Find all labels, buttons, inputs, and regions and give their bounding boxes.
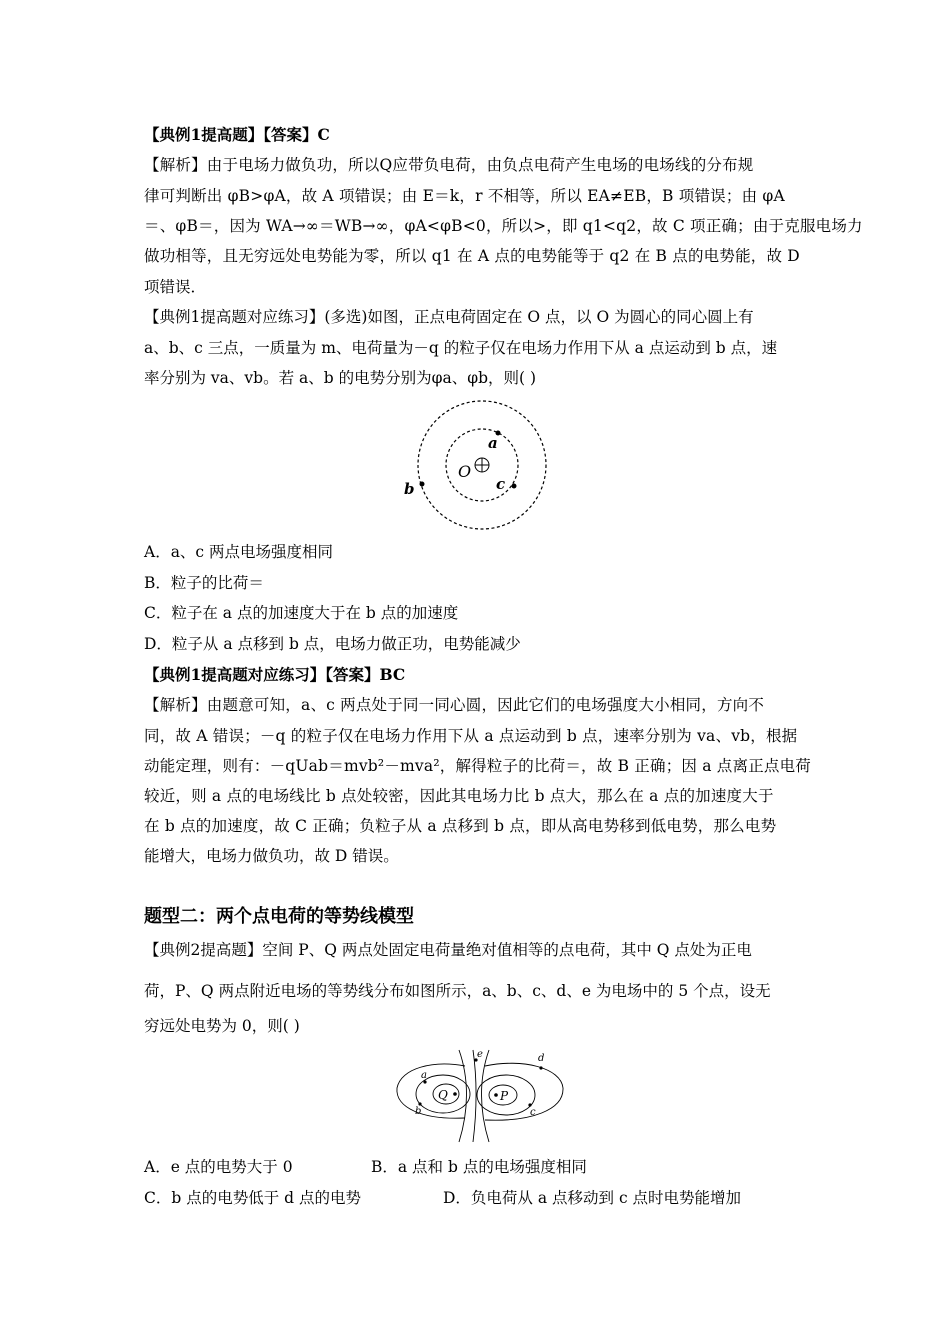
- charge-P-dot: [494, 1093, 498, 1097]
- equipotential-figure: [393, 1048, 568, 1144]
- concentric-circles-figure: [404, 398, 555, 533]
- option1-C: C．粒子在 a 点的加速度大于在 b 点的加速度: [144, 604, 459, 622]
- p-outer-curve: [485, 1063, 563, 1120]
- point-c-label: c: [496, 475, 506, 493]
- analysis2-line4: 较近，则 a 点的电场线比 b 点处较密，因此其电场力比 b 点大，那么在 a 点的加速度大于: [144, 787, 774, 805]
- option2-D: D．负电荷从 a 点移动到 c 点时电势能增加: [443, 1189, 742, 1207]
- practice1-answer-line: 【典例1提高题对应练习】【答案】BC: [144, 665, 406, 684]
- practice1-question-line3: 率分别为 va、vb。若 a、b 的电势分别为φa、φb，则( ): [144, 369, 537, 387]
- section-heading: 题型二：两个点电荷的等势线模型: [144, 906, 414, 927]
- option2-A: A．e 点的电势大于 0: [144, 1158, 293, 1176]
- analysis1-line3: ＝、φB＝，因为 WA→∞＝WB→∞，φA<φB<0，所以>，即 q1<q2，故 C 项正确；由于克服电场力: [144, 217, 863, 235]
- analysis2-line1: 【解析】由题意可知，a、c 两点处于同一同心圆，因此它们的电场强度大小相同，方向不: [144, 696, 765, 714]
- center-line-right: [482, 1050, 490, 1142]
- center-line-mid: [473, 1050, 476, 1142]
- example2-question-line2: 荷，P、Q 两点附近电场的等势线分布如图所示，a、b、c、d、e 为电场中的 5 个点，设无: [144, 982, 771, 1000]
- analysis2-line2: 同，故 A 错误；－q 的粒子仅在电场力作用下从 a 点运动到 b 点，速率分别为 va、vb，根据: [144, 727, 798, 745]
- point-d-label: d: [538, 1053, 545, 1064]
- analysis2-line3: 动能定理，则有：－qUab＝mvb²－mva²，解得粒子的比荷＝，故 B 正确；因 a 点离正点电荷: [144, 757, 811, 775]
- point-e-label: e: [477, 1049, 483, 1060]
- q-outer-curve: [397, 1064, 465, 1118]
- option1-B: B．粒子的比荷＝: [144, 574, 264, 592]
- point-b-dot: [420, 482, 425, 487]
- charge-Q-dot: [453, 1092, 457, 1096]
- example1-answer-line: 【典例1提高题】【答案】C: [144, 125, 330, 144]
- center-line-left: [459, 1050, 467, 1142]
- analysis1-line1: 【解析】由于电场力做负功，所以Q应带负电荷，由负点电荷产生电场的电场线的分布规: [144, 156, 754, 174]
- option1-D: D．粒子从 a 点移到 b 点，电场力做正功，电势能减少: [144, 635, 521, 653]
- charge-Q-label: Q: [438, 1088, 448, 1102]
- point-d-dot: [539, 1066, 542, 1069]
- practice1-question-line2: a、b、c 三点，一质量为 m、电荷量为－q 的粒子仅在电场力作用下从 a 点运动到 b 点，速: [144, 339, 778, 357]
- point-c-label: c: [530, 1107, 536, 1118]
- example2-question-line3: 穷远处电势为 0，则( ): [144, 1017, 300, 1035]
- analysis1-line5: 项错误．: [144, 278, 207, 296]
- analysis2-line5: 在 b 点的加速度，故 C 正确；负粒子从 a 点移到 b 点，即从高电势移到低电势，那么电势: [144, 817, 777, 835]
- option1-A: A．a、c 两点电场强度相同: [144, 543, 334, 561]
- point-c-dot: [512, 484, 517, 489]
- option2-B: B．a 点和 b 点的电场强度相同: [371, 1158, 587, 1176]
- point-O-label: O: [458, 462, 472, 481]
- analysis1-line4: 做功相等，且无穷远处电势能为零，所以 q1 在 A 点的电势能等于 q2 在 B 点的电势能，故 D: [144, 247, 800, 265]
- point-b-label: b: [404, 480, 415, 498]
- point-b-label: b: [415, 1106, 422, 1117]
- analysis1-line2: 律可判断出 φB>φA，故 A 项错误；由 E＝k，r 不相等，所以 EA≠EB，B 项错误；由 φA: [144, 187, 785, 205]
- analysis2-line6: 能增大，电场力做负功，故 D 错误。: [144, 847, 399, 865]
- practice1-question-line1: 【典例1提高题对应练习】(多选)如图，正点电荷固定在 O 点，以 O 为圆心的同心圆上有: [144, 308, 754, 326]
- option2-C: C．b 点的电势低于 d 点的电势: [144, 1189, 361, 1207]
- example2-question-line1: 【典例2提高题】空间 P、Q 两点处固定电荷量绝对值相等的点电荷，其中 Q 点处为正电: [144, 941, 752, 959]
- charge-P-label: P: [500, 1089, 509, 1103]
- point-a-label: a: [488, 434, 498, 452]
- point-a-label: a: [421, 1070, 427, 1081]
